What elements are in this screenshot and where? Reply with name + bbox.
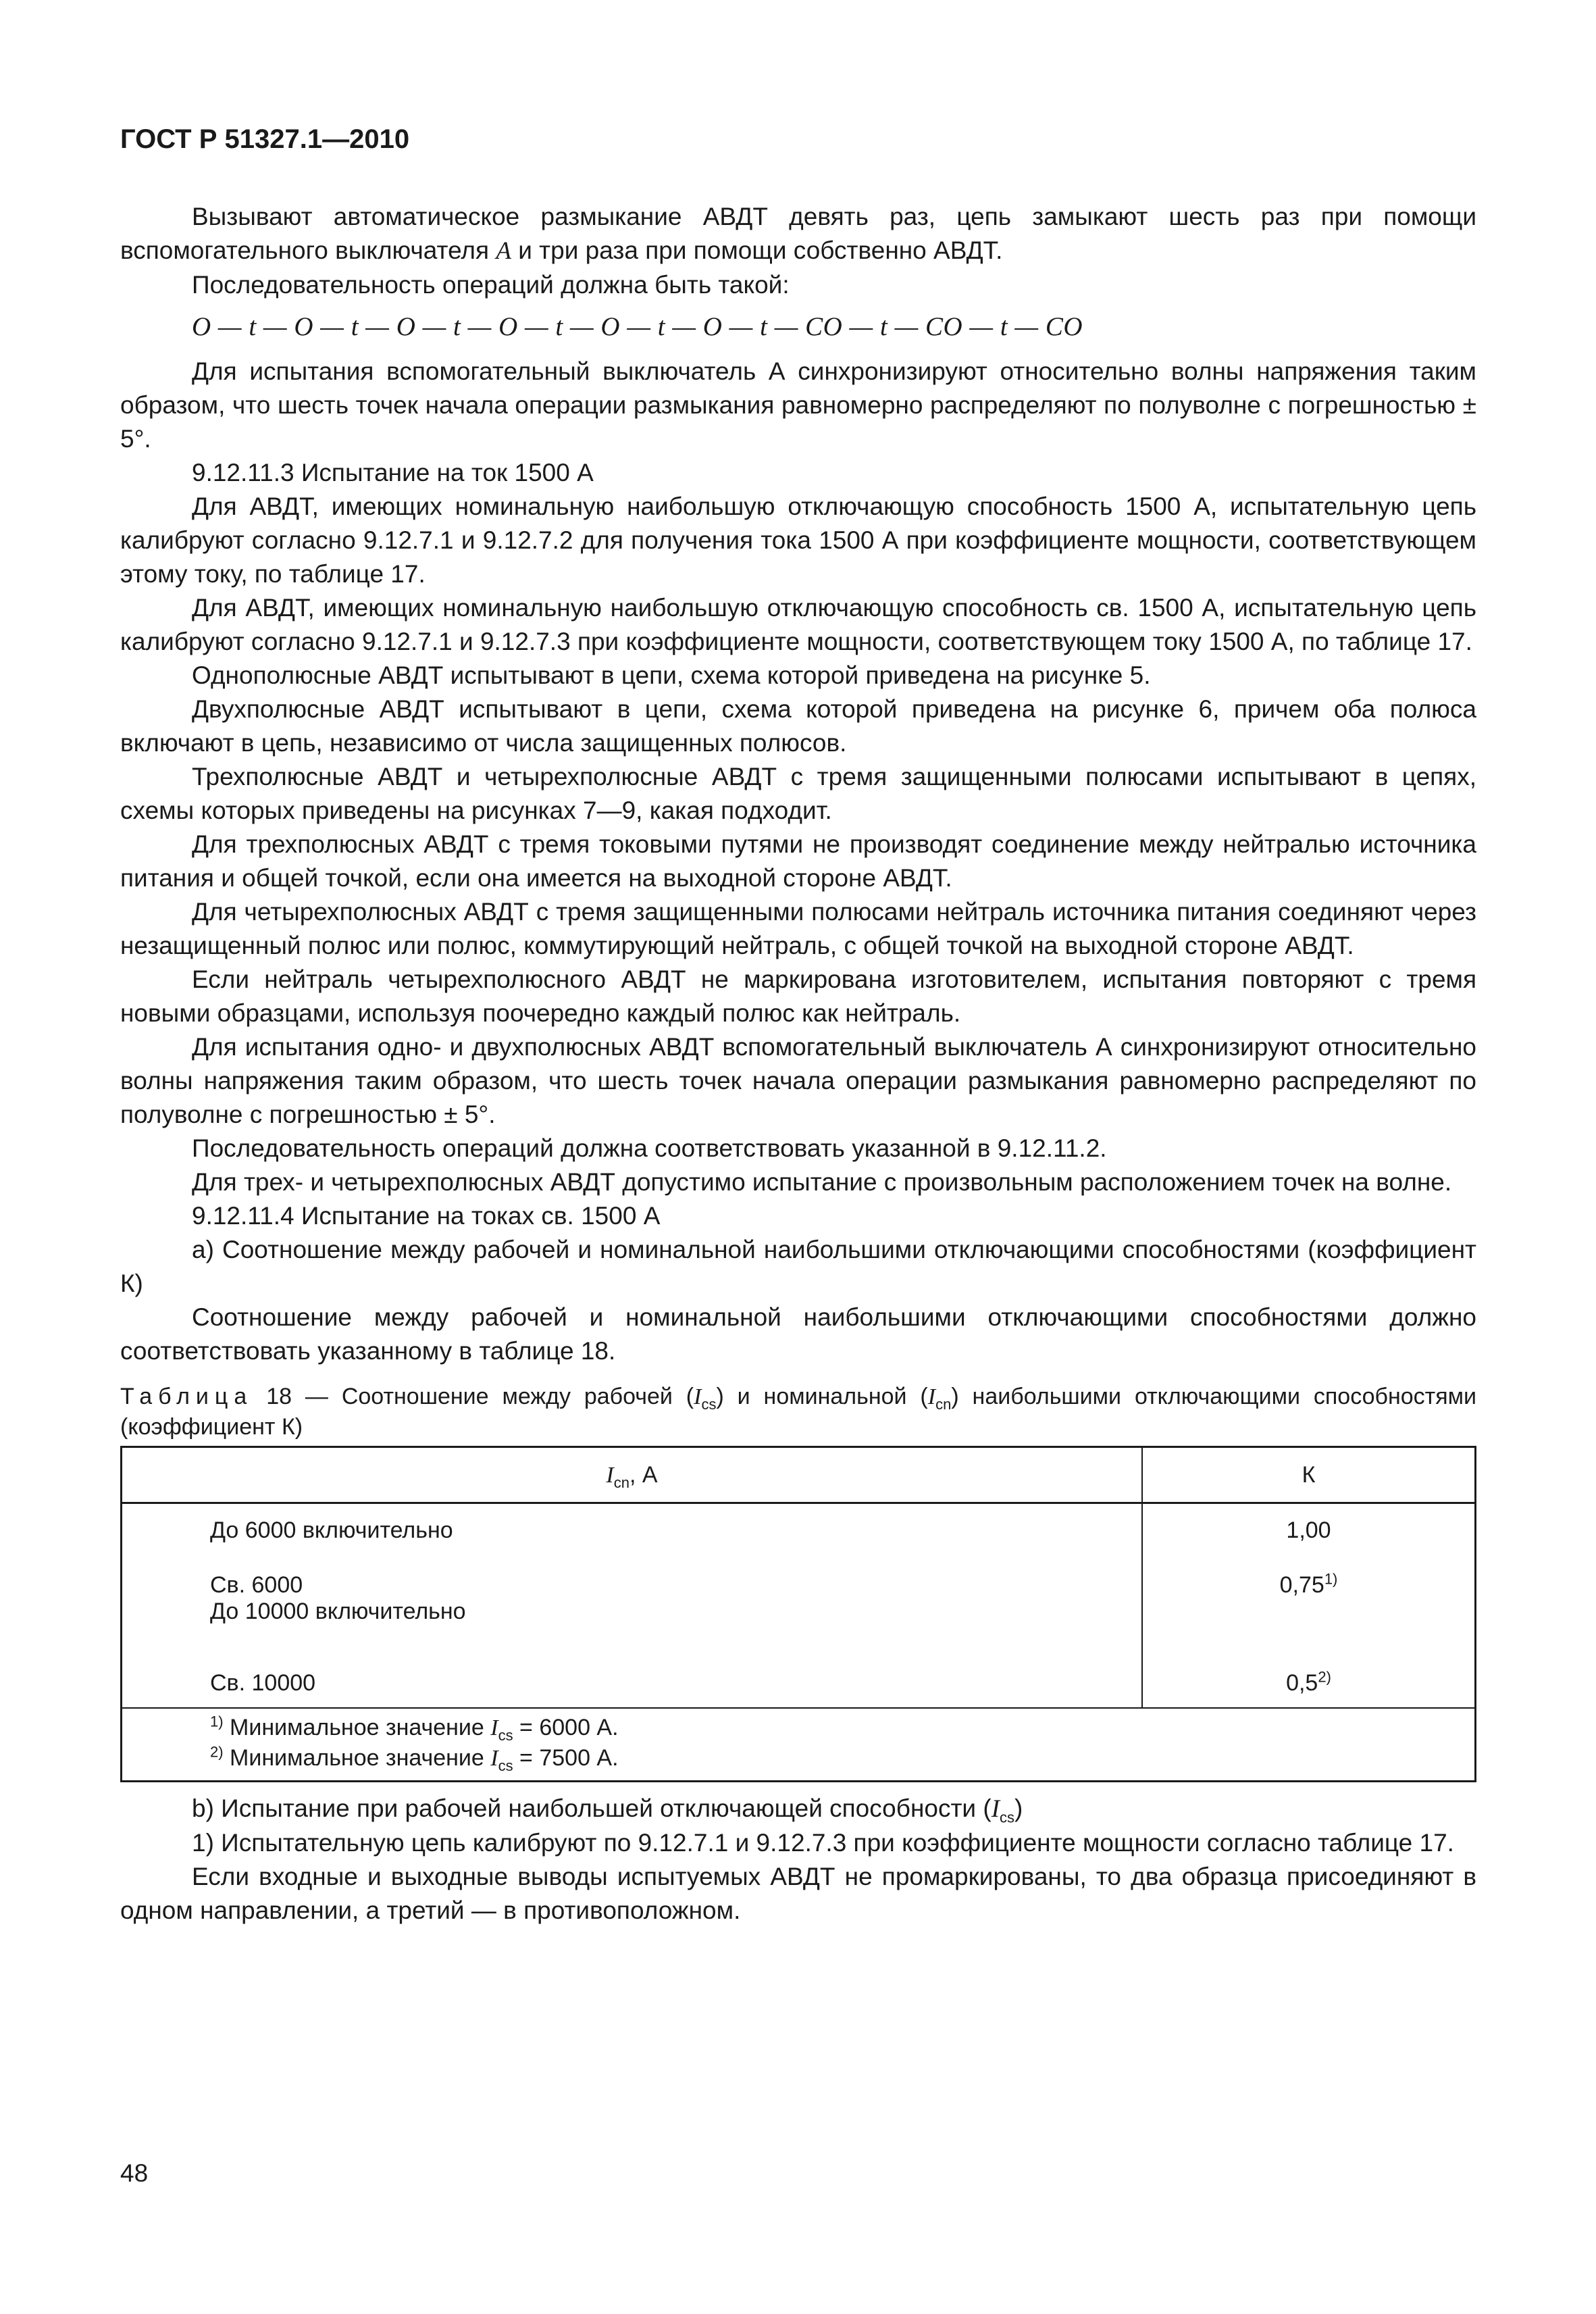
paragraph: Для АВДТ, имеющих номинальную наибольшую отключающую способность 1500 А, испытательную цепь калибруют согласно 9.12.7.1 и 9.12.7.2 для получения тока 1500 А при коэффициенте мощности, соответствующем этому току, по таблице 17. — [120, 493, 1476, 588]
table-header-row — [122, 1447, 1476, 1503]
paragraph: Для четырехполюсных АВДТ с тремя защищенными полюсами нейтраль источника питания соединяют через незащищенный полюс или полюс, коммутирующий нейтраль, с общей точкой на выходной стороне АВДТ. — [120, 898, 1476, 959]
paragraph: Для испытания вспомогательный выключатель А синхронизируют относительно волны напряжения таким образом, что шесть точек начала операции размыкания равномерно распределяют по полуволне с погрешностью ± 5°. — [120, 357, 1476, 453]
table-cell: Св. 6000 До 10000 включительно — [122, 1559, 1143, 1657]
operation-sequence: O — t — O — t — O — t — O — t — O — t — O — t — CO — t — CO — t — CO — [192, 312, 1083, 341]
paragraph: Соотношение между рабочей и номинальной наибольшими отключающими способностями должно соответствовать указанному в таблице 18. — [120, 1303, 1476, 1365]
section-heading: 9.12.11.4 Испытание на токах св. 1500 А — [192, 1202, 661, 1230]
paragraph: Трехполюсные АВДТ и четырехполюсные АВДТ с тремя защищенными полюсами испытывают в цепях, схемы которых приведены на рисунках 7—9, какая подходит. — [120, 763, 1476, 824]
table-caption: Таблица 18 — Соотношение между рабочей $(I_{cs})$ и номинальной $(I_{cn})$ наибольшими отключающими способностями (коэффициент К) — [120, 1384, 1476, 1440]
page-number: 48 — [120, 2159, 149, 2187]
paragraph: Если входные и выходные выводы испытуемых АВДТ не промаркированы, то два образца присоединяют в одном направлении, а третий — в противоположном. — [120, 1863, 1476, 1924]
paragraph: Последовательность операций должна быть такой: — [192, 271, 790, 299]
paragraph: Для АВДТ, имеющих номинальную наибольшую отключающую способность св. 1500 А, испытательную цепь калибруют согласно 9.12.7.1 и 9.12.7.3 при коэффициенте мощности, соответствующем току 1500 А, по таблице 17. — [120, 594, 1476, 655]
footnote: $^{1)}$ Минимальное значение $I_{cs} = 6000$ А. — [210, 1713, 619, 1744]
paragraph: Для испытания одно- и двухполюсных АВДТ вспомогательный выключатель А синхронизируют относительно волны напряжения таким образом, что шесть точек начала операции размыкания равномерно распределяют по полуволне с погрешностью ± 5°. — [120, 1033, 1476, 1128]
table-cell: 0,75$^{1)}$ — [1279, 1570, 1338, 1598]
document-header: ГОСТ Р 51327.1—2010 — [120, 124, 410, 154]
table-cell: До 6000 включительно — [122, 1503, 1143, 1559]
table-cell: 1,00 — [1286, 1517, 1331, 1543]
paragraph: а) Соотношение между рабочей и номинальной наибольшими отключающими способностями (коэффициент К) — [120, 1236, 1476, 1297]
table-header-cell: $I_{cn}$, А — [122, 1447, 1143, 1503]
paragraph: Вызывают автоматическое размыкание АВДТ девять раз, цепь замыкают шесть раз при помощи вспомогательного выключателя A и три раза при помощи собственно АВДТ. — [120, 203, 1476, 265]
table-row — [122, 1559, 1476, 1657]
table-header-cell: К — [1142, 1447, 1476, 1503]
paragraph: Для трехполюсных АВДТ с тремя токовыми путями не производят соединение между нейтралью источника питания и общей точкой, если она имеется на выходной стороне АВДТ. — [120, 830, 1476, 892]
table-row — [122, 1657, 1476, 1708]
table-row — [122, 1503, 1476, 1559]
section-heading: 9.12.11.3 Испытание на ток 1500 А — [192, 459, 594, 486]
paragraph: Для трех- и четырехполюсных АВДТ допустимо испытание с произвольным расположением точек на волне. — [192, 1168, 1452, 1196]
paragraph: Однополюсные АВДТ испытывают в цепи, схема которой приведена на рисунке 5. — [192, 661, 1151, 689]
paragraph: Если нейтраль четырехполюсного АВДТ не маркирована изготовителем, испытания повторяют с тремя новыми образцами, используя поочередно каждый полюс как нейтраль. — [120, 965, 1476, 1027]
table-cell: Св. 10000 — [122, 1657, 1143, 1708]
paragraph: Последовательность операций должна соответствовать указанной в 9.12.11.2. — [192, 1134, 1107, 1162]
document-page — [120, 120, 1476, 1928]
table-footnotes — [122, 1708, 1476, 1782]
paragraph: Двухполюсные АВДТ испытывают в цепи, схема которой приведена на рисунке 6, причем оба полюса включают в цепь, независимо от числа защищенных полюсов. — [120, 695, 1476, 757]
footnote: $^{2)}$ Минимальное значение $I_{cs} = 7500$ А. — [210, 1743, 619, 1774]
table-footnotes-row — [122, 1708, 1476, 1782]
table-cell: 0,5$^{2)}$ — [1142, 1657, 1476, 1708]
table-18 — [120, 1446, 1476, 1782]
paragraph: b) Испытание при рабочей наибольшей отключающей способности $(I_{cs})$ — [192, 1794, 1023, 1826]
paragraph: 1) Испытательную цепь калибруют по 9.12.7.1 и 9.12.7.3 при коэффициенте мощности согласно таблице 17. — [192, 1829, 1454, 1857]
